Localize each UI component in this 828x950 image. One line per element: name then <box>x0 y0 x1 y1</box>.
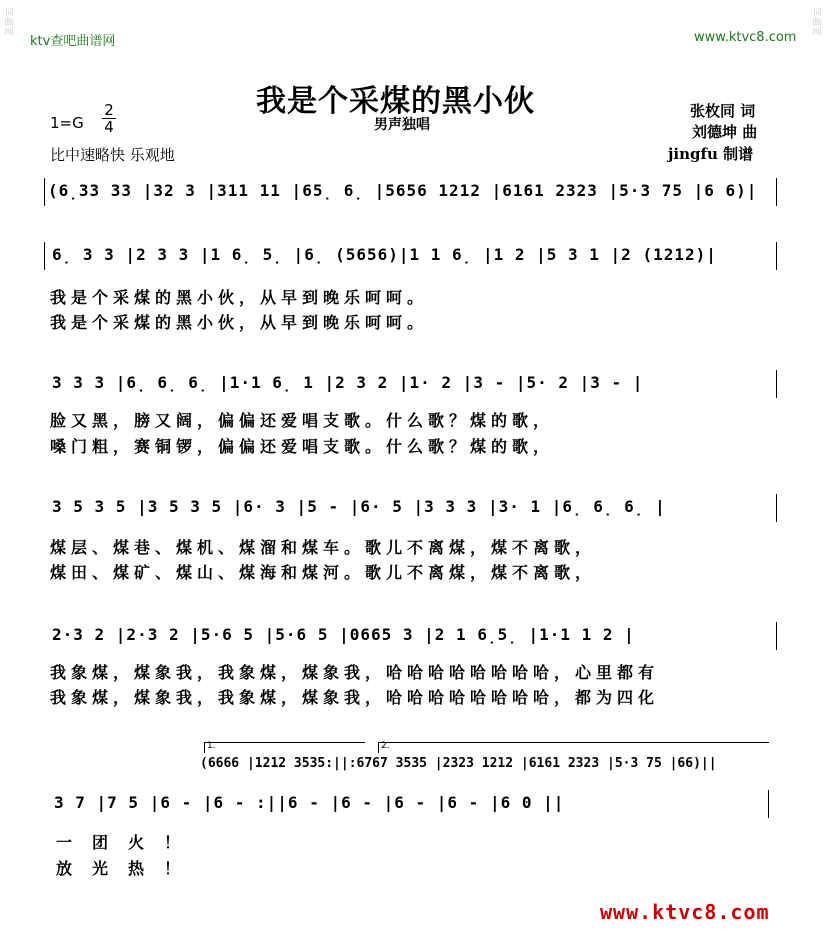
line5-notes: 3 7 |7 5 |6 - |6 - :||6 - |6 - |6 - |6 - |6 0 || <box>54 793 565 812</box>
line1-notes: 6̣ 3 3 |2 3 3 |1 6̣ 5̣ |6̣ (5656)|1 1 6̣ |1 2 |5 3 1 |2 (1212)| <box>52 245 717 264</box>
intro-notes: (6̣33 33 |32 3 |311 11 |65̣ 6̣ |5656 1212 |6161 2323 |5·3 75 |6 6)| <box>48 181 758 200</box>
footer-logo[interactable]: www.ktvc8.com <box>600 900 770 924</box>
song-title: 我是个采煤的黑小伙 <box>256 84 535 119</box>
system-end-bar <box>776 494 777 522</box>
volta-ending-2: 2. <box>378 742 769 753</box>
volta-ending-1: 1. <box>204 742 365 753</box>
time-sig-top: 2 <box>102 102 116 119</box>
site-link-left[interactable]: ktv查吧曲谱网 <box>30 34 116 49</box>
line2-lyric-verse2: 嗓门粗，赛铜锣，偏偏还爱唱支歌。什么歌？煤的歌， <box>50 437 555 456</box>
line1-lyric-verse1: 我是个采煤的黑小伙，从早到晚乐呵呵。 <box>50 288 429 307</box>
system-end-bar <box>768 790 769 818</box>
line4-notes: 2·3 2 |2·3 2 |5·6 5 |5·6 5 |0665 3 |2 1 6̣5̣ |1·1 1 2 | <box>52 625 635 644</box>
lyricist-credit: 张枚同 词 <box>690 102 756 120</box>
line5-lyric-verse1: 一团火！ <box>56 833 201 852</box>
line5-upper-notes: (6666 |1212 3535:||:6767 3535 |2323 1212 |6161 2323 |5·3 75 |66)|| <box>200 756 717 771</box>
line3-notes: 3 5 3 5 |3 5 3 5 |6· 3 |5 - |6· 5 |3 3 3 |3· 1 |6̣ 6̣ 6̣ | <box>52 497 666 516</box>
line2-notes: 3 3 3 |6̣ 6̣ 6̣ |1·1 6̣ 1 |2 3 2 |1· 2 |3 - |5· 2 |3 - | <box>52 373 644 392</box>
time-sig-bottom: 4 <box>104 118 114 136</box>
line4-lyric-verse2: 我象煤，煤象我，我象煤，煤象我，哈哈哈哈哈哈哈哈，都为四化 <box>50 688 660 707</box>
line3-lyric-verse2: 煤田、煤矿、煤山、煤海和煤河。歌儿不离煤，煤不离歌， <box>50 563 597 582</box>
system-start-bar <box>44 178 45 206</box>
line4-lyric-verse1: 我象煤，煤象我，我象煤，煤象我，哈哈哈哈哈哈哈哈，心里都有 <box>50 663 660 682</box>
composer-credit: 刘德坤 曲 <box>692 123 758 141</box>
line3-lyric-verse1: 煤层、煤巷、煤机、煤溜和煤车。歌儿不离煤，煤不离歌， <box>50 538 597 557</box>
time-signature <box>102 102 116 135</box>
system-end-bar <box>776 370 777 398</box>
system-end-bar <box>776 242 777 270</box>
arranger-credit: jingfu 制谱 <box>668 145 754 163</box>
system-end-bar <box>776 178 777 206</box>
tempo-marking: 比中速略快 乐观地 <box>50 146 175 164</box>
line1-lyric-verse2: 我是个采煤的黑小伙，从早到晚乐呵呵。 <box>50 313 429 332</box>
site-link-right[interactable]: www.ktvc8.com <box>694 30 797 45</box>
song-subtitle: 男声独唱 <box>374 117 430 133</box>
system-end-bar <box>776 622 777 650</box>
line5-lyric-verse2: 放光热！ <box>56 859 201 878</box>
line2-lyric-verse1: 脸又黑，膀又阔，偏偏还爱唱支歌。什么歌？煤的歌， <box>50 411 555 430</box>
watermark-left: 词 曲 网 <box>4 8 14 38</box>
system-start-bar <box>44 242 45 270</box>
watermark-right: 词 曲 网 <box>812 8 822 38</box>
key-signature: 1=G <box>50 114 84 132</box>
